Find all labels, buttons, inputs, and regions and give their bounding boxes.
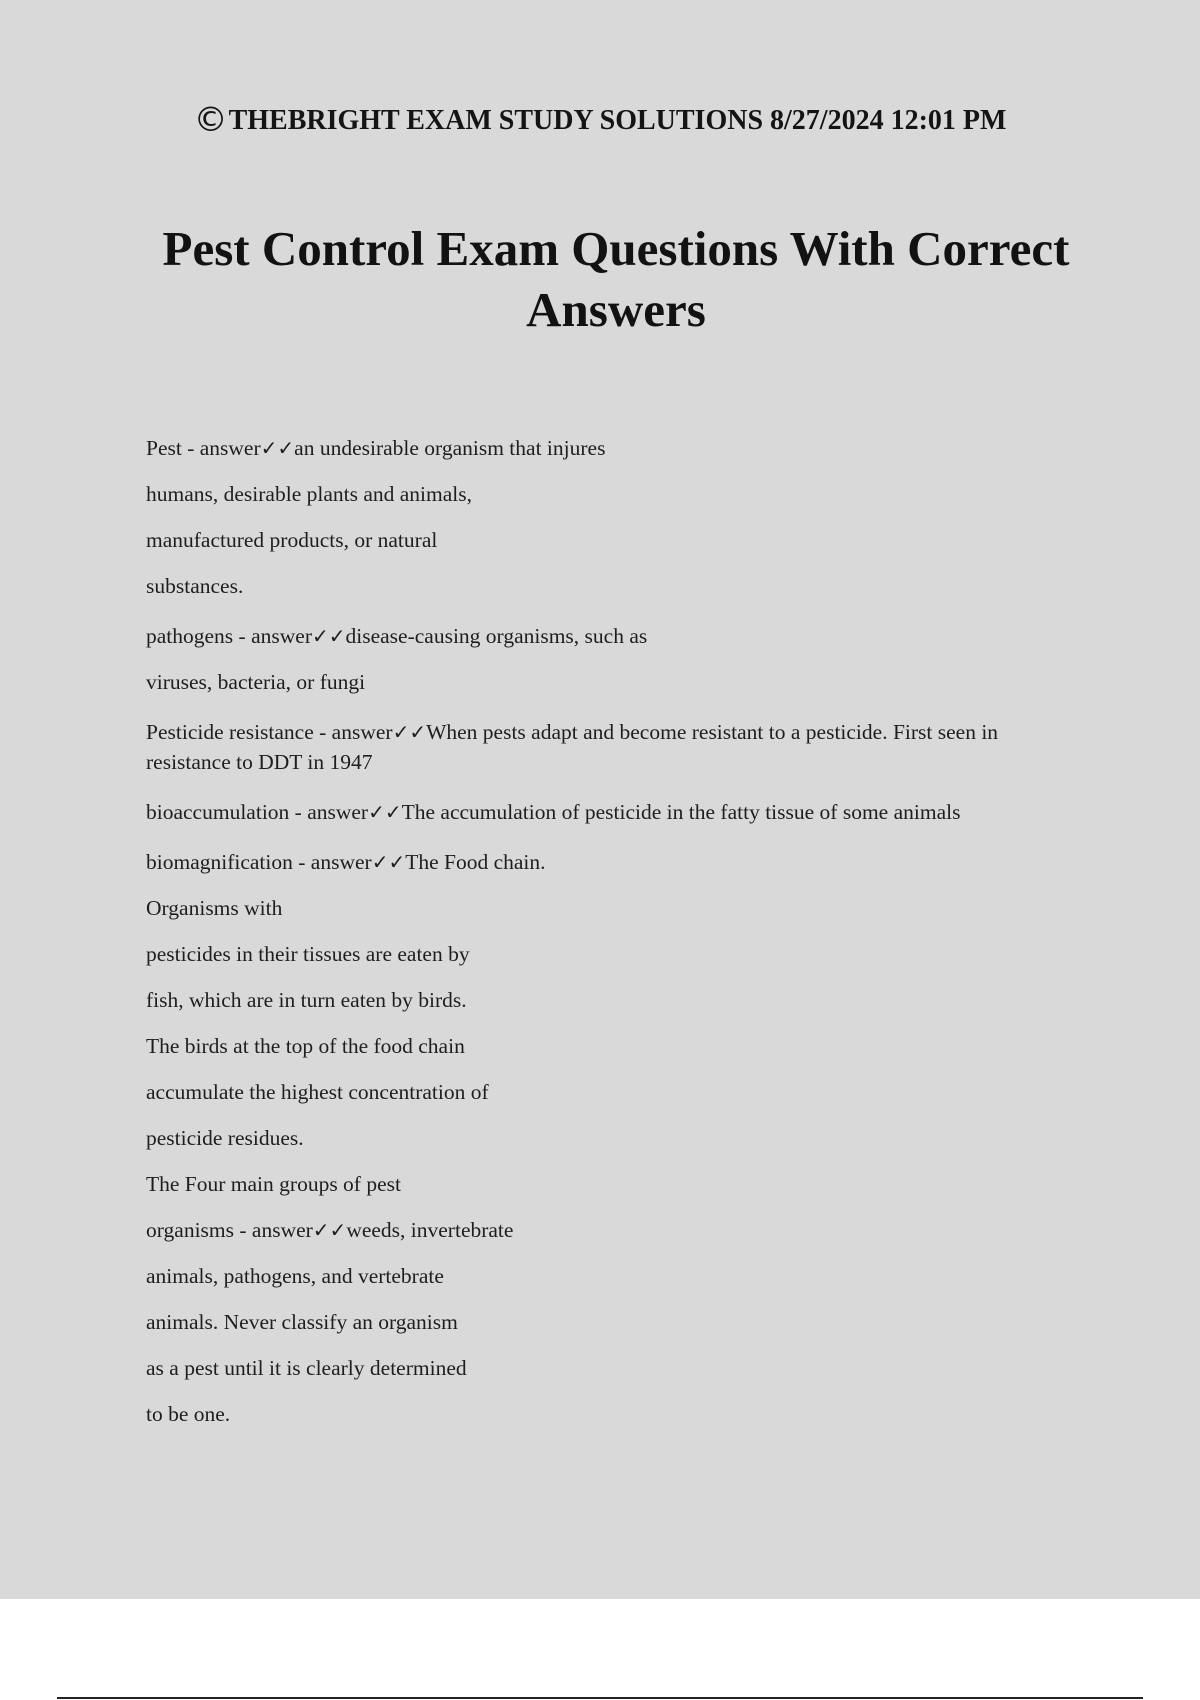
question-text: Pesticide resistance - answer (146, 720, 393, 744)
qa-entry-pesticide-resistance (146, 717, 1086, 777)
double-check-icon: ✓✓ (260, 436, 295, 460)
double-check-icon: ✓✓ (368, 800, 402, 824)
entry-line: Organisms with (146, 896, 283, 920)
entry-line (146, 717, 1086, 777)
entry-line: pesticides in their tissues are eaten by (146, 942, 470, 966)
answer-text: The accumulation of pesticide in the fatty tissue of some animals (401, 800, 961, 824)
entry-line (146, 433, 1086, 463)
entry-line: substances. (146, 574, 244, 598)
question-text: organisms - answer (146, 1218, 313, 1242)
answer-text: weeds, invertebrate (346, 1218, 514, 1242)
entry-line: animals, pathogens, and vertebrate (146, 1264, 444, 1288)
entry-line: pesticide residues. (146, 1126, 304, 1150)
document-header (0, 98, 1200, 141)
entry-line (146, 1215, 1086, 1245)
answer-text: an undesirable organism that injures (294, 436, 606, 460)
title-line-1: Pest Control Exam Questions With Correct (162, 221, 1070, 276)
entry-line (146, 847, 1086, 877)
question-text: biomagnification - answer (146, 850, 372, 874)
question-text: bioaccumulation - answer (146, 800, 369, 824)
qa-entry-pest (146, 433, 1086, 601)
header-text: THEBRIGHT EXAM STUDY SOLUTIONS 8/27/2024 12:01 PM (228, 105, 1007, 136)
document-title (100, 218, 1132, 340)
double-check-icon: ✓✓ (312, 1218, 347, 1242)
title-line-2: Answers (526, 282, 706, 337)
qa-entry-bioaccumulation (146, 797, 1086, 827)
entry-line: viruses, bacteria, or fungi (146, 670, 366, 694)
copyright-icon: © (193, 100, 228, 140)
double-check-icon: ✓✓ (392, 720, 427, 744)
entry-line: humans, desirable plants and animals, (146, 482, 473, 506)
entry-line (146, 621, 1086, 651)
entry-line: as a pest until it is clearly determined (146, 1356, 467, 1380)
double-check-icon: ✓✓ (311, 624, 346, 648)
double-check-icon: ✓✓ (371, 850, 406, 874)
entry-line: accumulate the highest concentration of (146, 1080, 489, 1104)
entry-line: to be one. (146, 1402, 231, 1426)
answer-text: The Food chain. (405, 850, 546, 874)
document-body (146, 433, 1086, 1449)
question-text: Pest - answer (146, 436, 261, 460)
question-text: pathogens - answer (146, 624, 312, 648)
entry-line: The birds at the top of the food chain (146, 1034, 465, 1058)
answer-text: When pests adapt and become resistant to a pesticide. First seen in resistance to DDT in 1947 (146, 720, 999, 774)
qa-entry-pathogens (146, 621, 1086, 697)
entry-line: The Four main groups of pest (146, 1172, 401, 1196)
qa-entry-biomagnification (146, 847, 1086, 1429)
footer-divider (57, 1697, 1143, 1699)
entry-line: fish, which are in turn eaten by birds. (146, 988, 467, 1012)
entry-line: manufactured products, or natural (146, 528, 438, 552)
entry-line: animals. Never classify an organism (146, 1310, 458, 1334)
answer-text: disease-causing organisms, such as (345, 624, 648, 648)
entry-line (146, 797, 1086, 827)
